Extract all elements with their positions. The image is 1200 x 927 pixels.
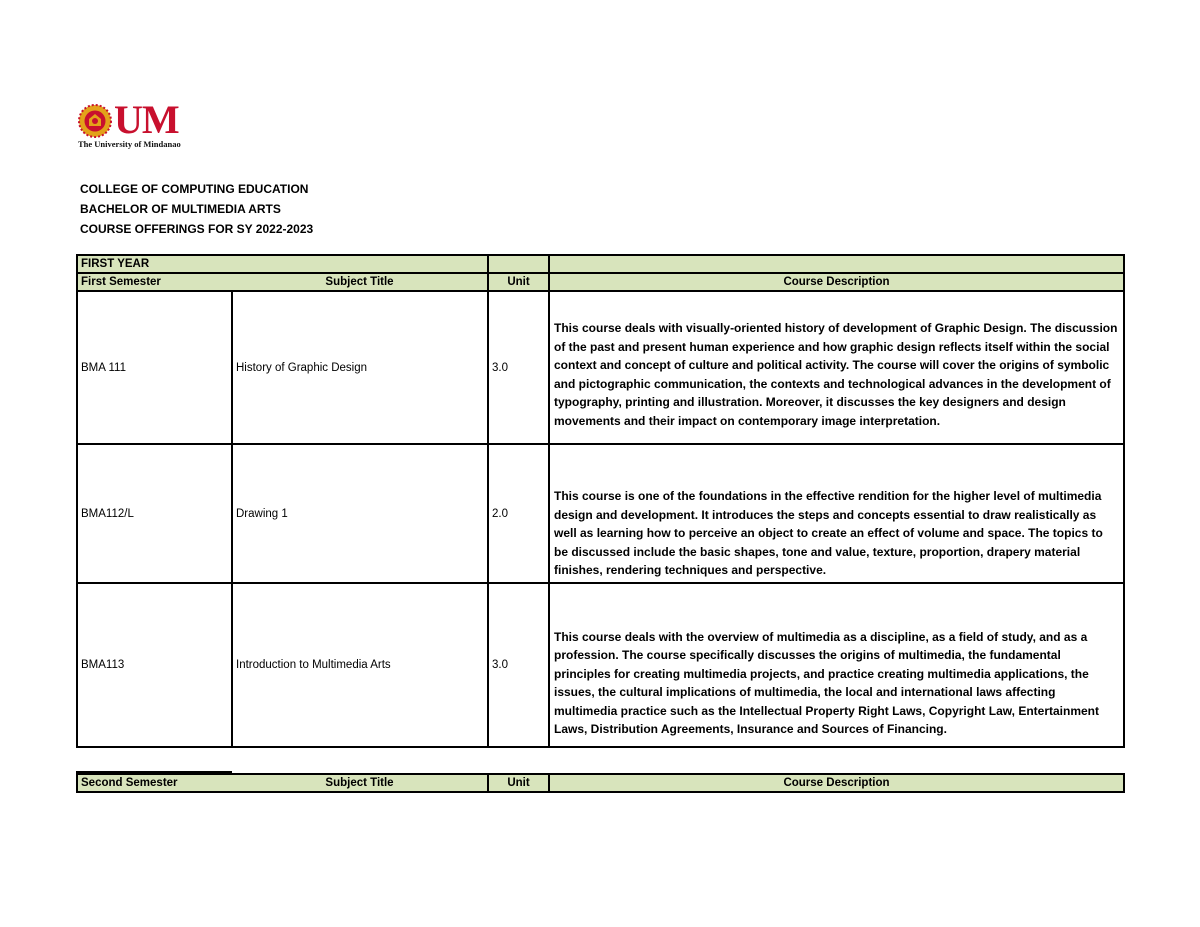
column-header-row <box>77 273 1124 291</box>
logo-tagline: The University of Mindanao <box>78 139 181 149</box>
semester-header: First Semester <box>77 273 232 291</box>
university-seal-icon <box>78 104 112 138</box>
table-row <box>77 291 1124 444</box>
second-semester-table <box>76 773 1125 793</box>
course-title: History of Graphic Design <box>232 291 488 444</box>
course-unit: 2.0 <box>488 444 549 583</box>
unit-header: Unit <box>488 273 549 291</box>
course-description-header: Course Description <box>549 273 1124 291</box>
course-code: BMA113 <box>77 583 232 747</box>
course-unit: 3.0 <box>488 291 549 444</box>
subject-title-header: Subject Title <box>232 273 488 291</box>
course-title: Introduction to Multimedia Arts <box>232 583 488 747</box>
year-desc-cell <box>549 255 1124 273</box>
course-description-header: Course Description <box>549 774 1124 792</box>
course-description: This course deals with visually-oriented history of development of Graphic Design. The discussion of the past and present human experience and how graphic design reflects itself within the social context and concept of culture and political activity. The course will cover the origins of symbolic and pictographic communication, the contexts and technological advances in the development of typography, printing and illustration. Moreover, it discusses the key designers and design movements and their impact on contemporary image interpretation. <box>554 321 1118 428</box>
university-logo <box>78 97 208 150</box>
course-unit: 3.0 <box>488 583 549 747</box>
course-description: This course deals with the overview of multimedia as a discipline, as a field of study, and as a profession. The course specifically discusses the origins of multimedia, the fundamental principles for creating multimedia projects, and practice creating multimedia applications, the issues, the cultural implications of multimedia, the local and international laws affecting multimedia practice such as the Intellectual Property Right Laws, Copyright Law, Entertainment Laws, Distribution Agreements, Insurance and Sources of Financing. <box>554 629 1099 736</box>
course-code: BMA 111 <box>77 291 232 444</box>
offerings-title: COURSE OFFERINGS FOR SY 2022-2023 <box>80 222 314 236</box>
course-code: BMA112/L <box>77 444 232 583</box>
year-label: FIRST YEAR <box>77 255 488 273</box>
first-semester-table <box>76 254 1125 748</box>
year-unit-cell <box>488 255 549 273</box>
course-title: Drawing 1 <box>232 444 488 583</box>
table-row <box>77 583 1124 747</box>
semester-header: Second Semester <box>77 774 232 792</box>
document-header <box>80 180 313 240</box>
logo-wordmark: UM <box>114 97 179 142</box>
year-header-row <box>77 255 1124 273</box>
course-description: This course is one of the foundations in the effective rendition for the higher level of multimedia design and development. It introduces the steps and concepts essential to draw realistically as well as learning how to perceive an object to create an effect of volume and space. The topics to be discussed include the basic shapes, tone and value, texture, proportion, drapery material finishes, rendering techniques and perspective. <box>554 489 1103 578</box>
table-row <box>77 444 1124 583</box>
unit-header: Unit <box>488 774 549 792</box>
course-description-cell <box>549 583 1124 747</box>
college-name: COLLEGE OF COMPUTING EDUCATION <box>80 182 309 196</box>
column-header-row <box>77 774 1124 792</box>
course-description-cell <box>549 291 1124 444</box>
subject-title-header: Subject Title <box>232 774 488 792</box>
course-description-cell <box>549 444 1124 583</box>
program-name: BACHELOR OF MULTIMEDIA ARTS <box>80 202 281 216</box>
